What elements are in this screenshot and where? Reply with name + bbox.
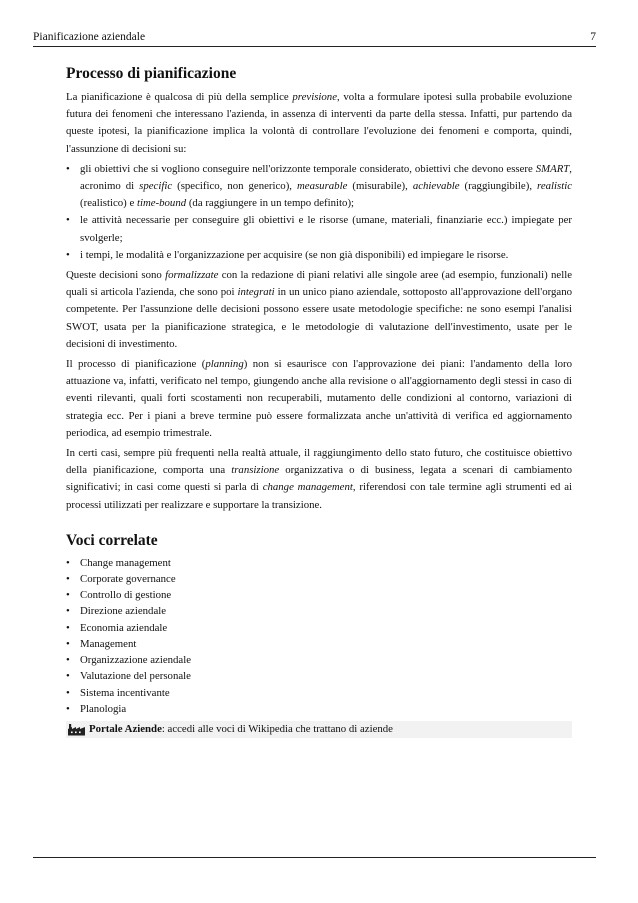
list-item: • i tempi, le modalità e l'organizzazione per acquisire (se non già disponibili) ed impiegare le risorse. <box>66 247 572 264</box>
page-header <box>33 31 596 43</box>
header-title: Pianificazione aziendale <box>33 31 146 43</box>
section-heading-voci-correlate: Voci correlate <box>66 531 158 549</box>
list-item: • gli obiettivi che si vogliono conseguire nell'orizzonte temporale considerato, obiettivi che devono essere SMART, acronimo di specific (specifico, non generico), measurable (misurabile), achievable (raggiungibile), realistic (realistico) e time-bound (da raggiungere in un tempo definito); <box>66 161 572 213</box>
related-link-organizzazione-aziendale[interactable]: • Organizzazione aziendale <box>66 652 572 668</box>
related-link-valutazione-del-personale[interactable]: • Valutazione del personale <box>66 668 572 684</box>
related-link-economia-aziendale[interactable]: • Economia aziendale <box>66 620 572 636</box>
page-number: 7 <box>590 31 596 43</box>
paragraph-2: Queste decisioni sono formalizzate con la redazione di piani relativi alle singole aree (ad esempio, funzionali) nelle quali si articola l'azienda, che sono poi integrati in un unico piano aziendale, sottoposto all'approvazione dell'organo competente. Per l'assunzione delle decisioni possono essere usate metodologie specifiche: ne sono esempi l'analisi SWOT, usata per la pianificazione strategica, e le metodologie di valutazione dell'investimento, usate per le decisioni di investimento. <box>66 269 572 350</box>
portal-box <box>66 721 572 738</box>
paragraph-3: Il processo di pianificazione (planning) non si esaurisce con l'approvazione dei piani: l'andamento della loro attuazione va, infatti, verificato nel tempo, giungendo anche alla revisione o all'aggiornamento degli stessi in caso di eventi rilevanti, quali forti scostamenti non recuperabili, mutamento delle condizioni al contorno, variazioni di strategia ecc. Per i piani a breve termine può essere formalizzata anche un'attività di verifica ed aggiornamento periodica, ad esempio trimestrale. <box>66 358 572 439</box>
paragraph-4: In certi casi, sempre più frequenti nella realtà attuale, il raggiungimento dello stato futuro, che costituisce obiettivo della pianificazione, comporta una transizione organizzativa o di business, legata a scenari di cambiamento significativi; in casi come questi si parla di change management, riferendosi con tale termine agli strumenti ed ai processi utilizzati per realizzare e supportare la transizione. <box>66 447 572 511</box>
related-link-management[interactable]: • Management <box>66 636 572 652</box>
footer-rule <box>33 857 596 858</box>
section-heading-processo: Processo di pianificazione <box>66 65 237 82</box>
related-link-corporate-governance[interactable]: • Corporate governance <box>66 571 572 587</box>
paragraph-1: La pianificazione è qualcosa di più della semplice previsione, volta a formulare ipotesi sulla probabile evoluzione futura dei fenomeni che interessano l'azienda, in assenza di interventi da parte della stessa. Infatti, pur partendo da queste ipotesi, la pianificazione implica la volontà di controllare l'evoluzione dei fenomeni e comporta, quindi, l'assunzione di decisioni su: <box>66 91 572 155</box>
page-content <box>66 64 572 738</box>
header-rule <box>33 46 596 47</box>
factory-icon <box>68 723 85 736</box>
related-link-sistema-incentivante[interactable]: • Sistema incentivante <box>66 685 572 701</box>
related-link-change-management[interactable]: • Change management <box>66 555 572 571</box>
list-item: • le attività necessarie per conseguire gli obiettivi e le risorse (umane, materiali, finanziarie ecc.) impiegate per svolgerle; <box>66 212 572 246</box>
related-links-list <box>66 555 572 717</box>
decision-list <box>66 161 572 264</box>
related-link-controllo-di-gestione[interactable]: • Controllo di gestione <box>66 587 572 603</box>
related-link-direzione-aziendale[interactable]: • Direzione aziendale <box>66 603 572 619</box>
related-section <box>66 531 572 738</box>
portal-link[interactable]: Portale Aziende: accedi alle voci di Wikipedia che trattano di aziende <box>89 723 393 736</box>
related-link-planologia[interactable]: • Planologia <box>66 701 572 717</box>
